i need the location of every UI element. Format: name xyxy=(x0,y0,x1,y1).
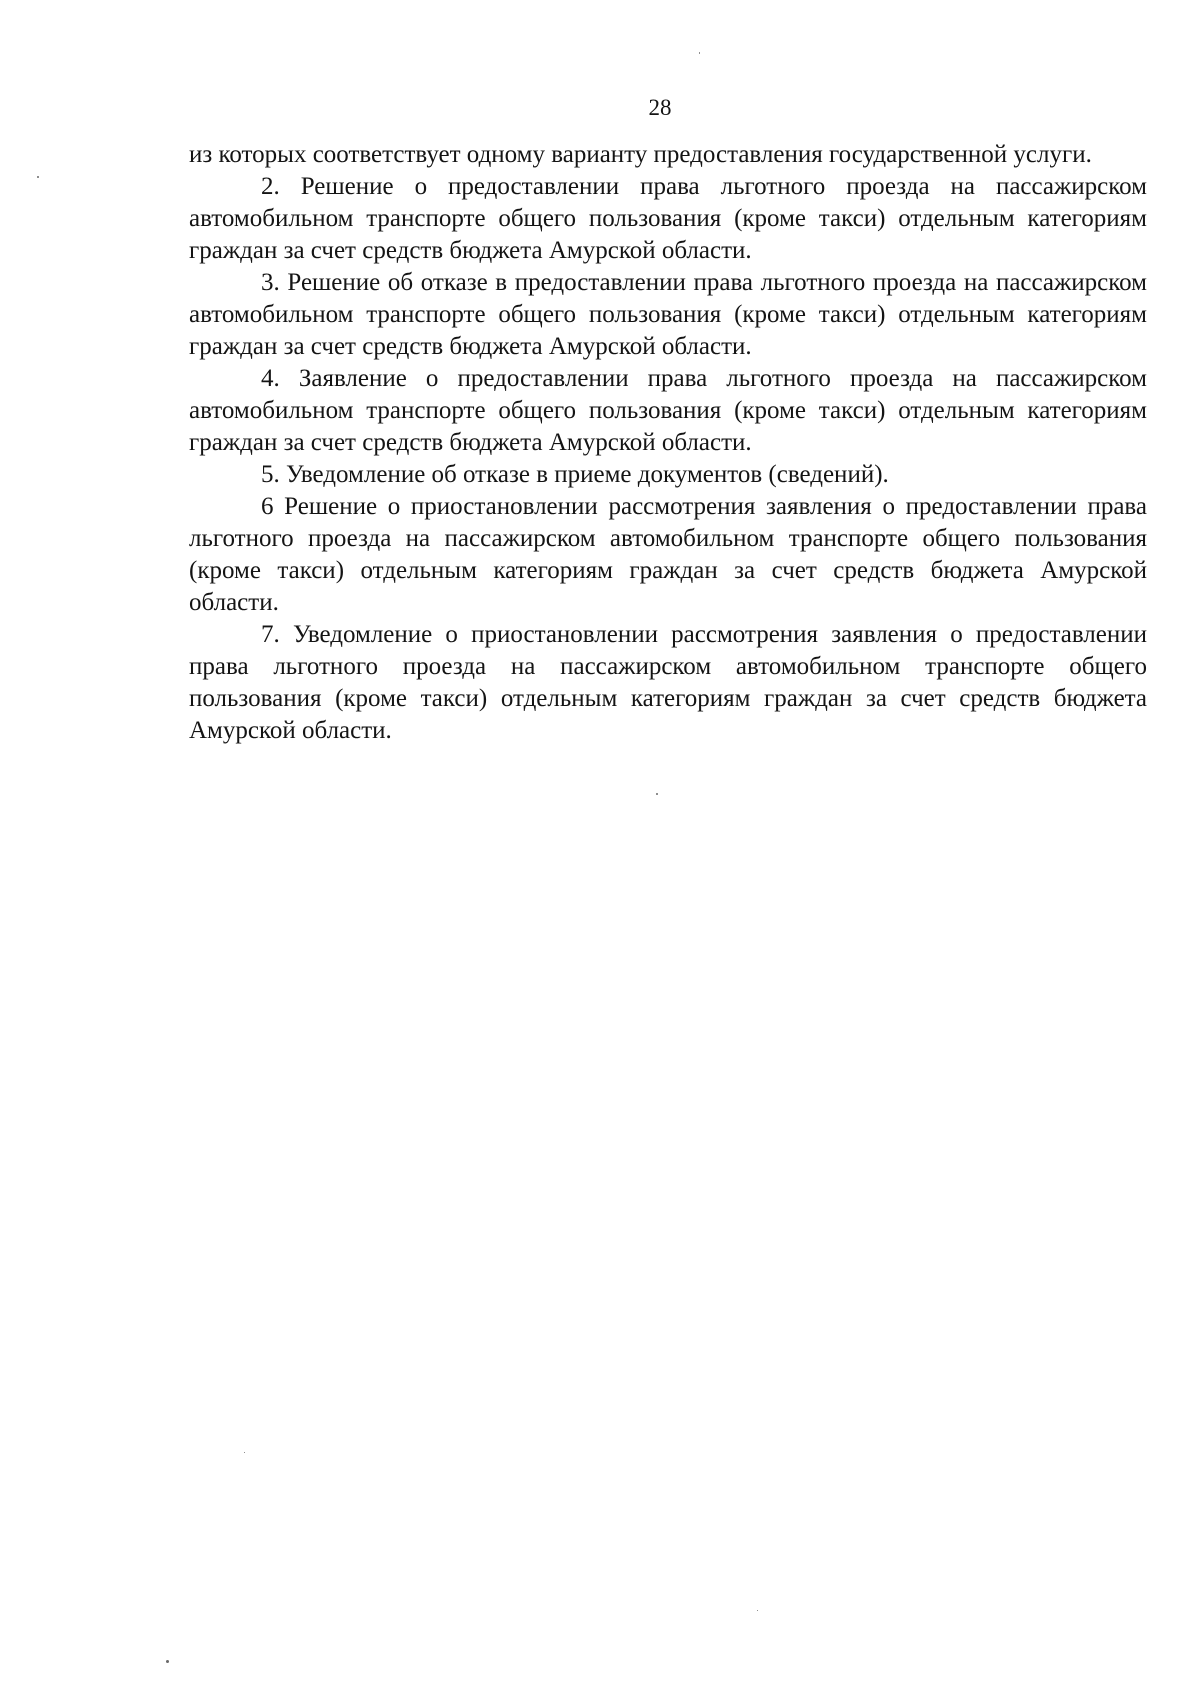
paragraph-item-6: 6 Решение о приостановлении рассмотрения заявления о предоставлении права льготного проезда на пассажирском автомобильном транспорте общего пользования (кроме такси) отдельным категориям граждан за счет средств бюджета Амурской области. xyxy=(189,493,1147,616)
paragraph-item-2: 2. Решение о предоставлении права льготного проезда на пассажирском автомобильном транспорте общего пользования (кроме такси) отдельным категориям граждан за счет средств бюджета Амурской области. xyxy=(189,173,1147,264)
scan-speck xyxy=(166,1660,169,1663)
scan-speck xyxy=(37,176,39,178)
scan-speck xyxy=(656,793,658,795)
document-body xyxy=(189,139,1147,747)
paragraph-item-5: 5. Уведомление об отказе в приеме документов (сведений). xyxy=(261,461,889,488)
paragraph-item-4: 4. Заявление о предоставлении права льготного проезда на пассажирском автомобильном транспорте общего пользования (кроме такси) отдельным категориям граждан за счет средств бюджета Амурской области. xyxy=(189,365,1147,456)
paragraph-continuation: из которых соответствует одному варианту предоставления государственной услуги. xyxy=(189,141,1092,168)
page-number: 28 xyxy=(648,95,672,120)
paragraph-item-3: 3. Решение об отказе в предоставлении права льготного проезда на пассажирском автомобильном транспорте общего пользования (кроме такси) отдельным категориям граждан за счет средств бюджета Амурской области. xyxy=(189,269,1147,360)
paragraph-item-7: 7. Уведомление о приостановлении рассмотрения заявления о предоставлении права льготного проезда на пассажирском автомобильном транспорте общего пользования (кроме такси) отдельным категориям граждан за счет средств бюджета Амурской области. xyxy=(189,621,1147,744)
scan-speck xyxy=(757,1610,758,1611)
scan-speck xyxy=(699,52,700,54)
scan-speck xyxy=(244,1452,245,1453)
